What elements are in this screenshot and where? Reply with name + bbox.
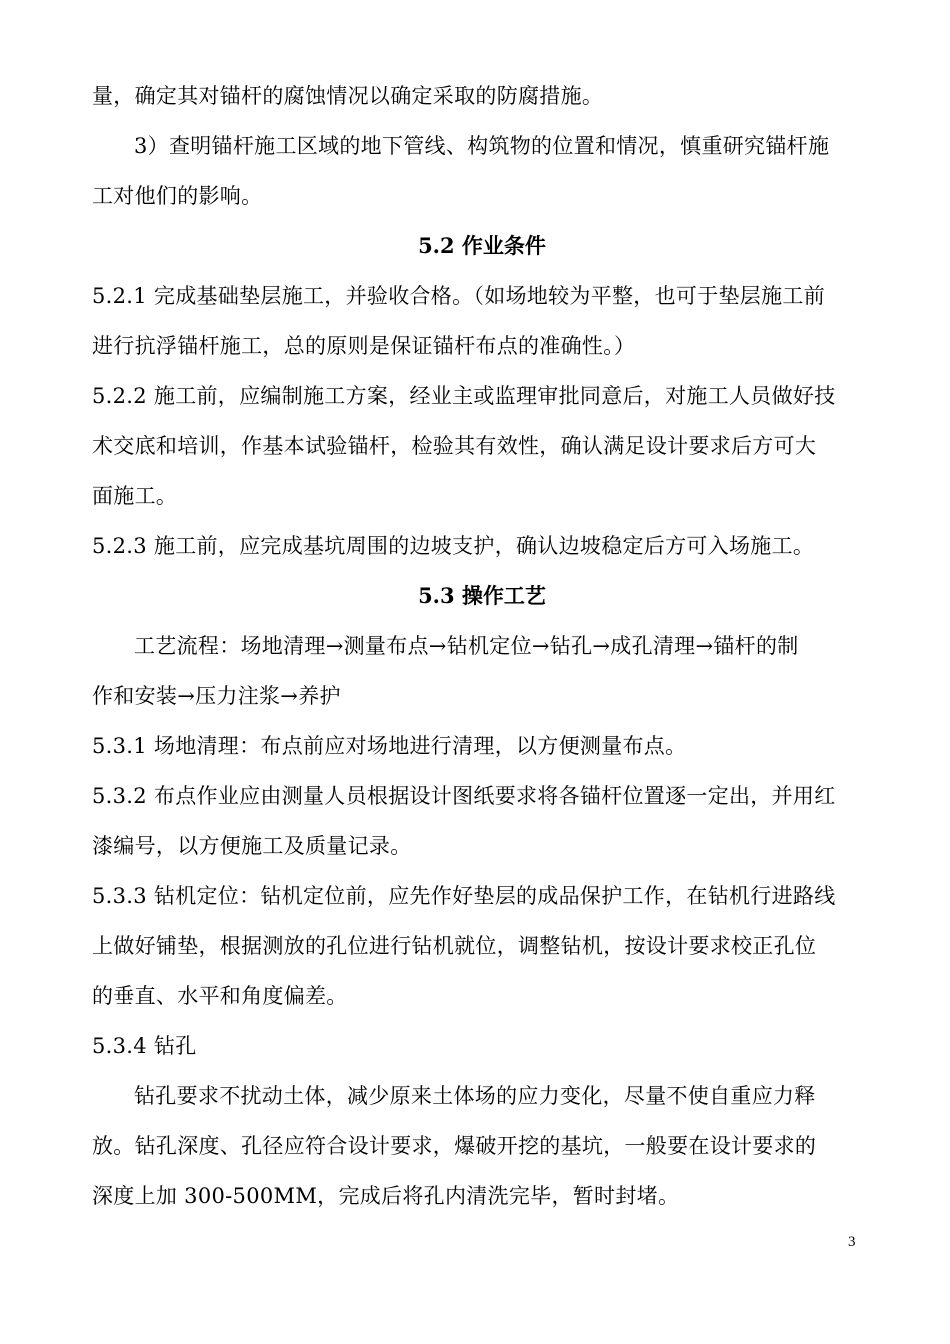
paragraph-line: 5.3.1 场地清理：布点前应对场地进行清理，以方便测量布点。 bbox=[92, 734, 687, 758]
paragraph-line: 5.3.4 钻孔 bbox=[92, 1034, 197, 1058]
paragraph-line: 5.3.2 布点作业应由测量人员根据设计图纸要求将各锚杆位置逐一定出，并用红 bbox=[92, 784, 836, 808]
paragraph-line: 的垂直、水平和角度偏差。 bbox=[92, 984, 348, 1008]
paragraph-line: 面施工。 bbox=[92, 484, 178, 508]
paragraph-line: 进行抗浮锚杆施工，总的原则是保证锚杆布点的准确性。） bbox=[92, 334, 636, 358]
paragraph-line: 5.3.3 钻机定位：钻机定位前，应先作好垫层的成品保护工作，在钻机行进路线 bbox=[92, 884, 836, 908]
paragraph-line: 量，确定其对锚杆的腐蚀情况以确定采取的防腐措施。 bbox=[92, 84, 604, 108]
section-heading: 5.3 操作工艺 bbox=[418, 583, 546, 608]
paragraph-line: 5.2.1 完成基础垫层施工，并验收合格。（如场地较为平整，也可于垫层施工前 bbox=[92, 284, 826, 308]
paragraph-line: 上做好铺垫，根据测放的孔位进行钻机就位，调整钻机，按设计要求校正孔位 bbox=[92, 934, 817, 958]
document-body bbox=[92, 71, 872, 1221]
paragraph-line: 3）查明锚杆施工区域的地下管线、构筑物的位置和情况，慎重研究锚杆施 bbox=[134, 134, 830, 158]
paragraph-line: 放。钻孔深度、孔径应符合设计要求，爆破开挖的基坑，一般要在设计要求的 bbox=[92, 1134, 817, 1158]
paragraph-line: 5.2.2 施工前，应编制施工方案，经业主或监理审批同意后，对施工人员做好技 bbox=[92, 384, 836, 408]
section-heading: 5.2 作业条件 bbox=[418, 233, 546, 258]
paragraph-line: 5.2.3 施工前，应完成基坑周围的边坡支护，确认边坡稳定后方可入场施工。 bbox=[92, 534, 815, 558]
paragraph-line: 工对他们的影响。 bbox=[92, 184, 263, 208]
paragraph-line: 术交底和培训，作基本试验锚杆，检验其有效性，确认满足设计要求后方可大 bbox=[92, 434, 817, 458]
paragraph-line: 作和安装→压力注浆→养护 bbox=[92, 684, 341, 708]
paragraph-line: 漆编号，以方便施工及质量记录。 bbox=[92, 834, 412, 858]
paragraph-line: 深度上加 300-500MM，完成后将孔内清洗完毕，暂时封堵。 bbox=[92, 1184, 680, 1208]
paragraph-line: 工艺流程：场地清理→测量布点→钻机定位→钻孔→成孔清理→锚杆的制 bbox=[134, 634, 799, 658]
paragraph-line: 钻孔要求不扰动土体，减少原来土体场的应力变化，尽量不使自重应力释 bbox=[134, 1084, 816, 1108]
page-number: 3 bbox=[848, 1234, 856, 1250]
